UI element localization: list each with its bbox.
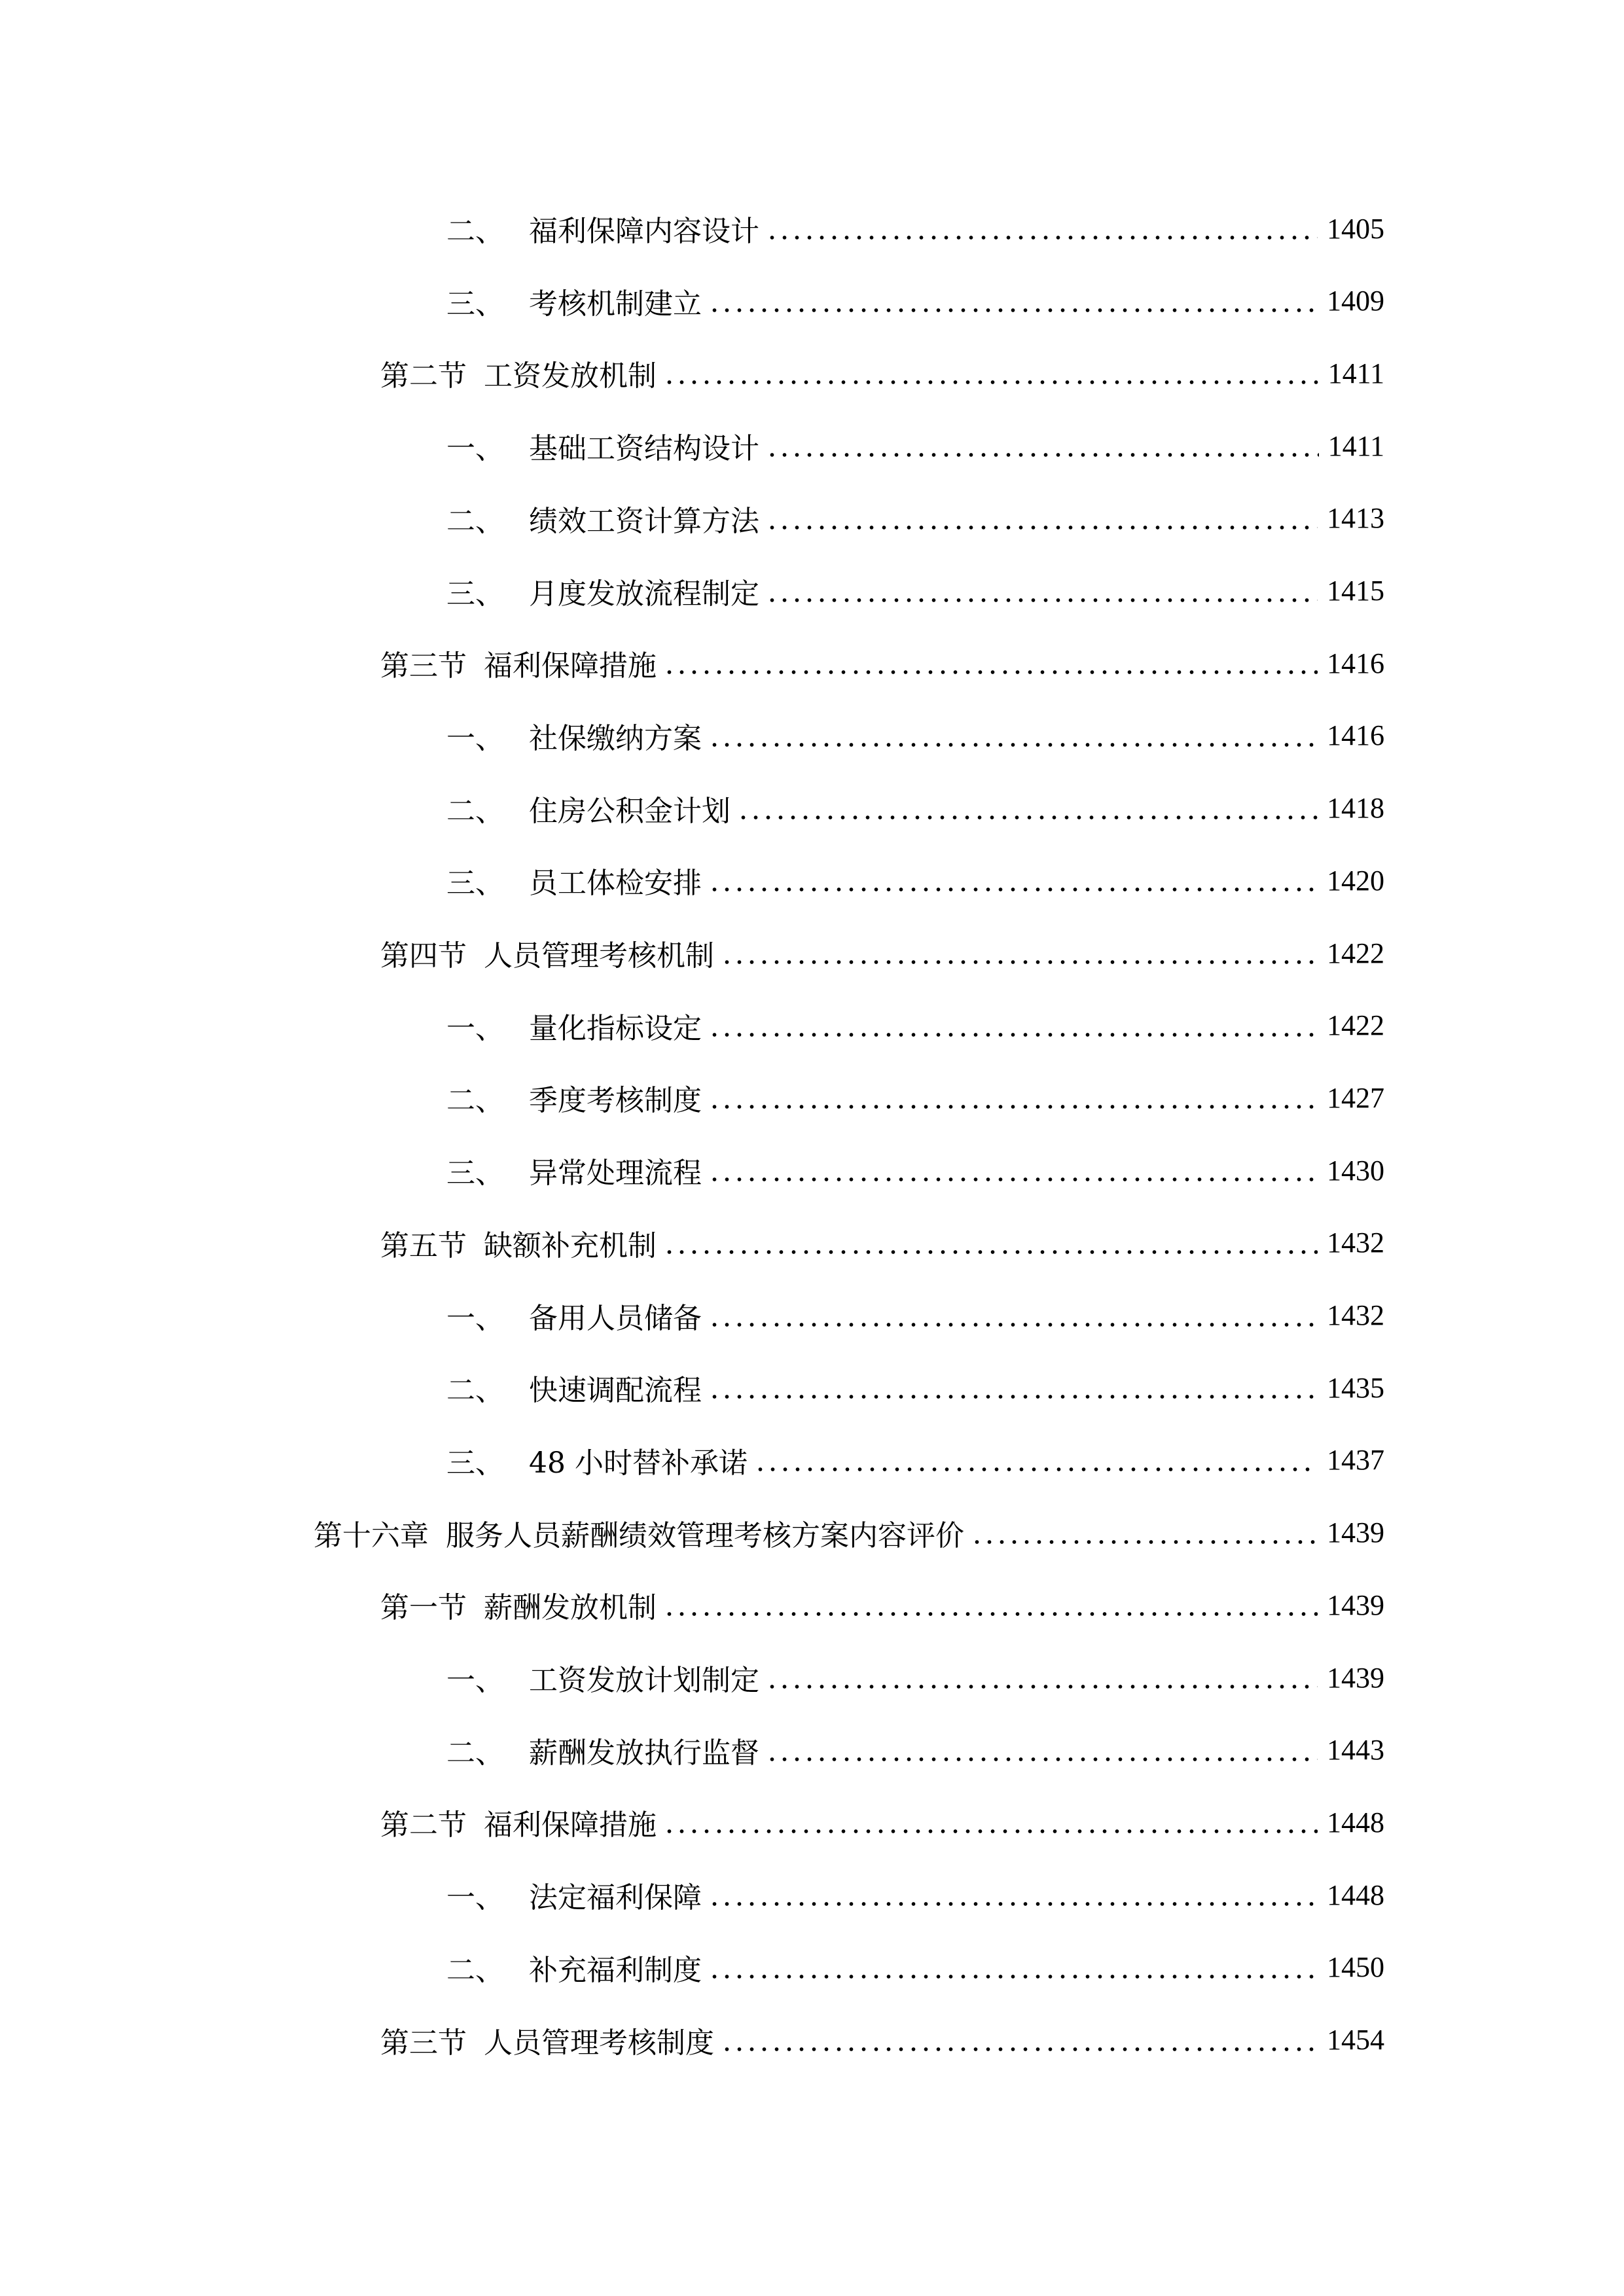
- toc-entry-page: 1411: [1327, 357, 1384, 389]
- toc-entry[interactable]: [446, 571, 1384, 611]
- toc-entry[interactable]: [380, 643, 1384, 683]
- toc-entry-number: 二、: [446, 1953, 504, 1987]
- dot-leader: [754, 1446, 1318, 1475]
- toc-entry-number: 一、: [446, 1011, 504, 1045]
- dot-leader: [766, 504, 1318, 533]
- dot-leader: [766, 577, 1318, 605]
- toc-entry-title: 补充福利制度: [529, 1953, 702, 1987]
- toc-entry-number: 三、: [446, 287, 504, 321]
- toc-entry-page: 1435: [1327, 1371, 1384, 1404]
- dot-leader: [708, 1880, 1318, 1909]
- dot-leader: [708, 1301, 1318, 1330]
- toc-entry-number: 二、: [446, 1084, 504, 1118]
- toc-entry-page: 1439: [1327, 1516, 1384, 1549]
- toc-entry[interactable]: [446, 1006, 1384, 1045]
- toc-entry-page: 1422: [1327, 1009, 1384, 1042]
- toc-entry-number: 一、: [446, 1301, 504, 1335]
- toc-entry-page: 1411: [1327, 429, 1384, 462]
- dot-leader: [971, 1518, 1318, 1547]
- toc-entry-page: 1413: [1327, 502, 1384, 535]
- dot-leader: [663, 1229, 1318, 1257]
- toc-entry-title: 季度考核制度: [529, 1084, 702, 1118]
- dot-leader: [663, 1590, 1318, 1619]
- toc-entry-number: 第十六章: [314, 1518, 429, 1552]
- toc-entry-title: 服务人员薪酬绩效管理考核方案内容评价: [446, 1518, 964, 1552]
- toc-entry-title: 福利保障措施: [484, 649, 657, 683]
- toc-entry-title: 异常处理流程: [529, 1157, 702, 1191]
- toc-entry-number: 二、: [446, 504, 504, 538]
- dot-leader: [708, 1953, 1318, 1982]
- toc-entry-title: 员工体检安排: [529, 867, 702, 901]
- toc-entry-number: 二、: [446, 794, 504, 828]
- dot-leader: [708, 1011, 1318, 1040]
- toc-entry[interactable]: [380, 353, 1384, 393]
- toc-entry-page: 1432: [1327, 1227, 1384, 1259]
- toc-entry-title: 法定福利保障: [529, 1881, 702, 1915]
- dot-leader: [708, 866, 1318, 895]
- toc-entry-title: 备用人员储备: [529, 1301, 702, 1335]
- toc-entry[interactable]: [446, 789, 1384, 828]
- toc-entry-number: 一、: [446, 1881, 504, 1915]
- toc-entry[interactable]: [314, 1513, 1384, 1552]
- toc-entry-page: 1439: [1327, 1588, 1384, 1621]
- toc-entry-page: 1416: [1327, 647, 1384, 679]
- toc-entry-title: 量化指标设定: [529, 1011, 702, 1045]
- toc-entry-number: 第五节: [380, 1229, 467, 1263]
- toc-entry-number: 二、: [446, 1736, 504, 1770]
- toc-entry[interactable]: [446, 1948, 1384, 1987]
- toc-entry-page: 1448: [1327, 1878, 1384, 1911]
- toc-entry-number: 三、: [446, 577, 504, 611]
- dot-leader: [766, 431, 1319, 460]
- toc-entry-title: 48 小时替补承诺: [529, 1446, 748, 1480]
- toc-entry[interactable]: [380, 1223, 1384, 1263]
- toc-entry-title: 工资发放机制: [484, 359, 657, 393]
- toc-entry[interactable]: [446, 1658, 1384, 1697]
- toc-entry-number: 第三节: [380, 649, 467, 683]
- toc-entry-page: 1409: [1327, 285, 1384, 317]
- dot-leader: [708, 1156, 1318, 1185]
- dot-leader: [737, 794, 1318, 823]
- toc-entry-number: 三、: [446, 1157, 504, 1191]
- dot-leader: [766, 214, 1318, 243]
- dot-leader: [708, 287, 1318, 315]
- dot-leader: [721, 939, 1318, 967]
- dot-leader: [663, 649, 1318, 677]
- toc-entry[interactable]: [446, 1078, 1384, 1117]
- toc-entry-page: 1432: [1327, 1299, 1384, 1331]
- dot-leader: [663, 1808, 1318, 1837]
- toc-entry-page: 1448: [1327, 1806, 1384, 1839]
- toc-entry[interactable]: [446, 209, 1384, 248]
- dot-leader: [766, 1663, 1318, 1692]
- toc-entry-title: 考核机制建立: [529, 287, 702, 321]
- toc-entry-title: 基础工资结构设计: [529, 432, 759, 466]
- toc-entry-page: 1437: [1327, 1444, 1384, 1477]
- toc-entry-number: 第一节: [380, 1591, 467, 1625]
- toc-entry[interactable]: [446, 1296, 1384, 1335]
- toc-entry-title: 绩效工资计算方法: [529, 504, 759, 538]
- toc-entry-page: 1405: [1327, 212, 1384, 245]
- dot-leader: [708, 1373, 1318, 1402]
- toc-entry-page: 1416: [1327, 719, 1384, 752]
- toc-entry-page: 1422: [1327, 937, 1384, 969]
- toc-entry-number: 第四节: [380, 939, 467, 973]
- toc-entry[interactable]: [446, 1731, 1384, 1770]
- toc-entry-number: 二、: [446, 1374, 504, 1408]
- toc-entry[interactable]: [446, 716, 1384, 755]
- toc-entry-title: 薪酬发放执行监督: [529, 1736, 759, 1770]
- toc-entry-page: 1427: [1327, 1081, 1384, 1114]
- toc-entry-number: 三、: [446, 1446, 504, 1480]
- toc-entry-title: 工资发放计划制定: [529, 1664, 759, 1697]
- toc-entry-number: 二、: [446, 215, 504, 248]
- toc-entry-page: 1443: [1327, 1734, 1384, 1767]
- toc-entry-number: 第三节: [380, 2026, 467, 2060]
- toc-entry-title: 人员管理考核制度: [484, 2026, 714, 2060]
- toc-entry-number: 一、: [446, 432, 504, 466]
- toc-entry-title: 薪酬发放机制: [484, 1591, 657, 1625]
- toc-entry-number: 一、: [446, 1664, 504, 1697]
- toc-entry[interactable]: [446, 281, 1384, 321]
- toc-entry[interactable]: [446, 426, 1384, 465]
- toc-entry[interactable]: [380, 2020, 1384, 2060]
- toc-entry-page: 1418: [1327, 792, 1384, 825]
- toc-entry[interactable]: [446, 1441, 1384, 1480]
- toc-entry-title: 缺额补充机制: [484, 1229, 657, 1263]
- toc-entry[interactable]: [446, 499, 1384, 538]
- toc-entry-title: 住房公积金计划: [529, 794, 731, 828]
- toc-entry-title: 福利保障措施: [484, 1808, 657, 1842]
- toc-entry[interactable]: [446, 1151, 1384, 1190]
- toc-entry-page: 1454: [1327, 2024, 1384, 2056]
- toc-entry-number: 第二节: [380, 359, 467, 393]
- toc-entry-number: 一、: [446, 721, 504, 755]
- dot-leader: [721, 2026, 1318, 2054]
- toc-entry[interactable]: [446, 861, 1384, 900]
- toc-entry-title: 月度发放流程制定: [529, 577, 759, 611]
- dot-leader: [766, 1736, 1318, 1765]
- toc-entry-number: 三、: [446, 867, 504, 901]
- dot-leader: [663, 359, 1319, 387]
- toc-entry-title: 快速调配流程: [529, 1374, 702, 1408]
- toc-entry[interactable]: [446, 1875, 1384, 1914]
- toc-entry-number: 第二节: [380, 1808, 467, 1842]
- toc-entry-title: 社保缴纳方案: [529, 721, 702, 755]
- dot-leader: [708, 721, 1318, 750]
- toc-entry-page: 1420: [1327, 864, 1384, 897]
- toc-entry[interactable]: [380, 1803, 1384, 1842]
- toc-entry[interactable]: [446, 1368, 1384, 1407]
- toc-entry-page: 1450: [1327, 1951, 1384, 1984]
- toc-entry[interactable]: [380, 1585, 1384, 1624]
- toc-entry-page: 1430: [1327, 1154, 1384, 1187]
- toc-entry-title: 人员管理考核机制: [484, 939, 714, 973]
- toc-entry-page: 1415: [1327, 575, 1384, 607]
- dot-leader: [708, 1083, 1318, 1112]
- toc-entry-title: 福利保障内容设计: [529, 215, 759, 248]
- toc-entry[interactable]: [380, 933, 1384, 973]
- toc-entry-page: 1439: [1327, 1661, 1384, 1694]
